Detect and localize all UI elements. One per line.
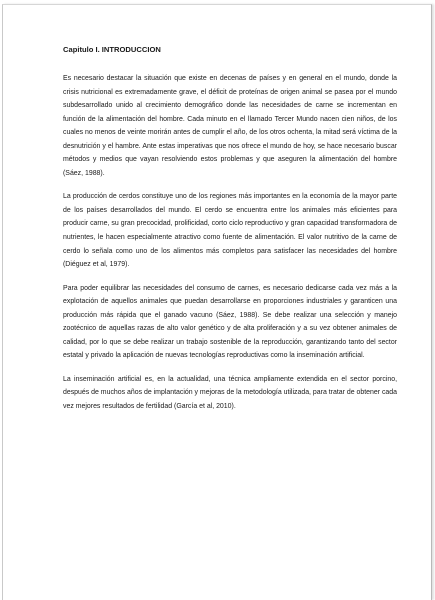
paragraph-4: La inseminación artificial es, en la actualidad, una técnica ampliamente extendida en el sector porcino, después de muchos años de implantación y mejoras de la metodología utilizada, para tratar de obtener cada vez mejores resultados de fertilidad (García et al, 2010). xyxy=(63,375,397,411)
paragraph-1: Es necesario destacar la situación que existe en decenas de países y en general en el mundo, donde la crisis nutricional es extremadamente grave, el déficit de proteínas de origen animal se pasea por el mundo subdesarrollado unido al crecimiento demográfico donde las necesidades de carne se incrementan en función de la alimentación del hombre. Cada minuto en el llamado Tercer Mundo nacen cien niños, de los cuales no menos de veinte morirán antes de cumplir el año, de los otros ochenta, la mitad será víctima de la desnutrición y el hambre. Ante estas imperativas que nos ofrece el mundo de hoy, se hace necesario buscar métodos y medios que vayan resolviendo estos problemas y que aseguren la alimentación del hombre (Sáez, 1988). xyxy=(63,75,397,177)
page-content xyxy=(63,45,397,424)
paragraph-2: La producción de cerdos constituye uno de los regiones más importantes en la economía de la mayor parte de los países desarrollados del mundo. El cerdo se encuentra entre los animales más eficientes para producir carne, su gran precocidad, prolificidad, corto ciclo reproductivo y gran capacidad transformadora de nutrientes, le hacen especialmente atractivo como fuente de alimentación. El valor nutritivo de la carne de cerdo lo señala como uno de los alimentos más completos para satisfacer las necesidades del hombre (Diéguez et al, 1979). xyxy=(63,193,397,269)
paragraph-3: Para poder equilibrar las necesidades del consumo de carnes, es necesario dedicarse cada vez más a la explotación de aquellos animales que puedan desarrollarse en proporciones industriales y garanticen una producción más rápida que el ganado vacuno (Sáez, 1988). Se debe realizar una selección y manejo zootécnico de aquellas razas de alto valor genético y de alta proliferación y a su vez obtener animales de calidad, por lo que se debe realizar un trabajo sostenible de la reproducción, garantizando tanto del sector estatal y privado la aplicación de nuevas tecnologías reproductivas como la inseminación artificial. xyxy=(63,284,397,360)
document-page xyxy=(2,4,432,600)
chapter-heading: Capitulo I. INTRODUCCION xyxy=(63,45,161,54)
